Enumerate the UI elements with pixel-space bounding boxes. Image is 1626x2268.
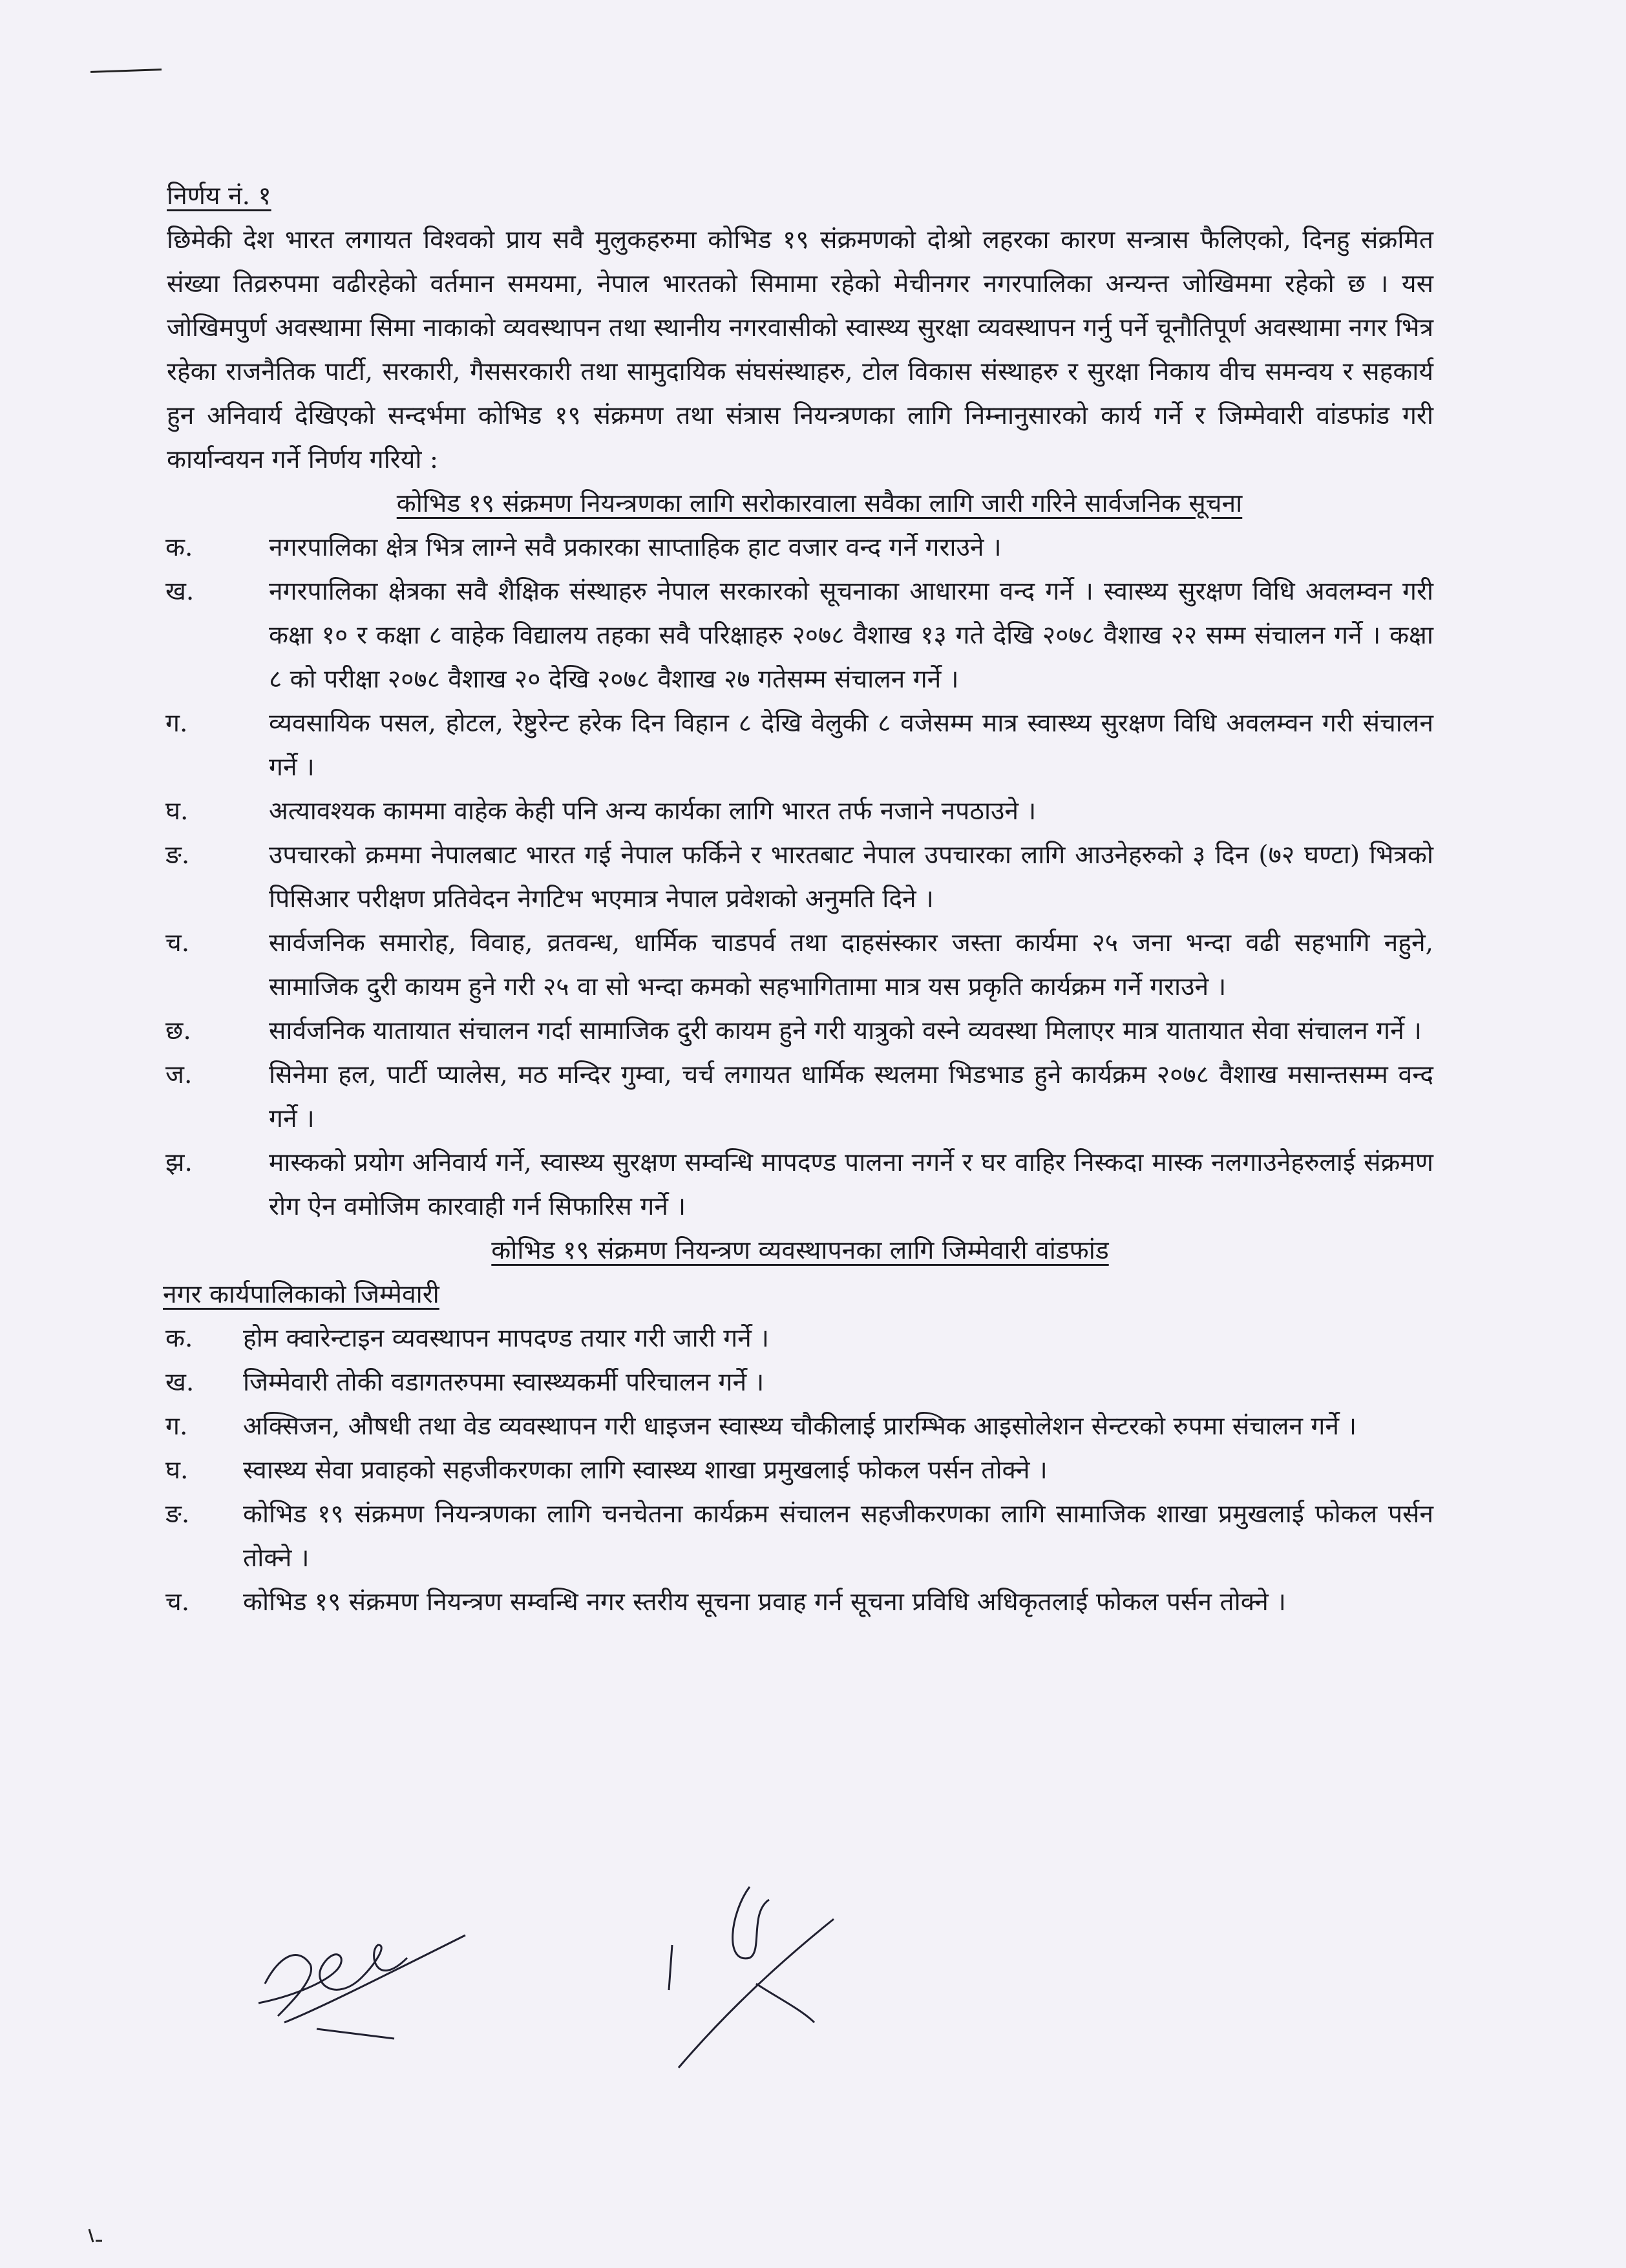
list-item-text: मास्कको प्रयोग अनिवार्य गर्ने, स्वास्थ्य सुरक्षण सम्वन्धि मापदण्ड पालना नगर्ने र घर वाहिर निस्कदा मास्क नलगाउनेहरुलाई संक्रमण रोग ऐन वमोजिम कारवाही गर्न सिफारिस गर्ने । (269, 1148, 1433, 1221)
list-item-text: होम क्वारेन्टाइन व्यवस्थापन मापदण्ड तयार गरी जारी गर्ने । (243, 1324, 770, 1353)
list-item-marker: ज. (165, 1060, 193, 1089)
decision-heading: निर्णय नं. १ (167, 182, 271, 211)
list-item-marker: क. (165, 1324, 193, 1353)
list-item (167, 1141, 1433, 1229)
list-item-marker: ङ. (165, 1500, 190, 1529)
list-item-text: नगरपालिका क्षेत्र भित्र लाग्ने सवै प्रकारका साप्ताहिक हाट वजार वन्द गर्ने गराउने । (269, 533, 1002, 562)
list-item (167, 1317, 1433, 1361)
list-item-text: जिम्मेवारी तोकी वडागतरुपमा स्वास्थ्यकर्मी परिचालन गर्ने । (243, 1368, 765, 1397)
document-body (163, 174, 1433, 1624)
list-item (167, 834, 1433, 921)
list-item (167, 702, 1433, 790)
list-item-text: सिनेमा हल, पार्टी प्यालेस, मठ मन्दिर गुम्वा, चर्च लगायत धार्मिक स्थलमा भिडभाड हुने कार्यक्रम २०७८ वैशाख मसान्तसम्म वन्द गर्ने । (269, 1060, 1433, 1133)
section2-title: कोभिड १९ संक्रमण नियन्त्रण व्यवस्थापनका लागि जिम्मेवारी वांडफांड (491, 1236, 1109, 1265)
list-item-text: सार्वजनिक यातायात संचालन गर्दा सामाजिक दुरी कायम हुने गरी यात्रुको वस्ने व्यवस्था मिलाएर मात्र यातायात सेवा संचालन गर्ने । (269, 1016, 1422, 1045)
list-item-marker: झ. (165, 1148, 193, 1177)
bottom-pen-mark (84, 2223, 110, 2249)
list-item-marker: च. (165, 1588, 190, 1617)
list-item-marker: ख. (165, 577, 195, 606)
list-item-marker: घ. (165, 797, 189, 826)
intro-paragraph: छिमेकी देश भारत लगायत विश्वको प्राय सवै मुलुकहरुमा कोभिड १९ संक्रमणको दोश्रो लहरका कारण सन्त्रास फैलिएको, दिनहु संक्रमित संख्या तिव्ररुपमा वढीरहेको वर्तमान समयमा, नेपाल भारतको सिमामा रहेको मेचीनगर नगरपालिका अन्यन्त जोखिममा रहेको छ । यस जोखिमपुर्ण अवस्थामा सिमा नाकाको व्यवस्थापन तथा स्थानीय नगरवासीको स्वास्थ्य सुरक्षा व्यवस्थापन गर्नु पर्ने चूनौतिपूर्ण अवस्थामा नगर भित्र रहेका राजनैतिक पार्टी, सरकारी, गैससरकारी तथा सामुदायिक संघसंस्थाहरु, टोल विकास संस्थाहरु र सुरक्षा निकाय वीच समन्वय र सहकार्य हुन अनिवार्य देखिएको सन्दर्भमा कोभिड १९ संक्रमण तथा संत्रास नियन्त्रणका लागि निम्नानुसारको कार्य गर्ने र जिम्मेवारी वांडफांड गरी कार्यान्वयन गर्ने निर्णय गरियो : (167, 226, 1433, 474)
list-item (167, 570, 1433, 702)
section1-list (167, 526, 1433, 1229)
section2-list (167, 1317, 1433, 1624)
list-item-text: कोभिड १९ संक्रमण नियन्त्रणका लागि चनचेतना कार्यक्रम संचालन सहजीकरणका लागि सामाजिक शाखा प्रमुखलाई फोकल पर्सन तोक्ने । (243, 1500, 1433, 1573)
list-item (167, 1053, 1433, 1141)
list-item (167, 1405, 1433, 1449)
list-item-text: अक्सिजन, औषधी तथा वेड व्यवस्थापन गरी धाइजन स्वास्थ्य चौकीलाई प्रारम्भिक आइसोलेशन सेन्टरको रुपमा संचालन गर्ने । (243, 1412, 1357, 1441)
subsection-title: नगर कार्यपालिकाको जिम्मेवारी (163, 1280, 439, 1309)
list-item (167, 790, 1433, 834)
list-item-text: कोभिड १९ संक्रमण नियन्त्रण सम्वन्धि नगर स्तरीय सूचना प्रवाह गर्न सूचना प्रविधि अधिकृतलाई फोकल पर्सन तोक्ने । (243, 1588, 1286, 1617)
list-item-marker: ख. (165, 1368, 195, 1397)
list-item-text: अत्यावश्यक काममा वाहेक केही पनि अन्य कार्यका लागि भारत तर्फ नजाने नपठाउने । (269, 797, 1037, 826)
list-item (167, 1009, 1433, 1053)
list-item (167, 921, 1433, 1009)
list-item-marker: ग. (165, 1412, 188, 1441)
list-item (167, 1580, 1433, 1624)
corner-pen-mark (90, 68, 162, 73)
list-item-text: स्वास्थ्य सेवा प्रवाहको सहजीकरणका लागि स्वास्थ्य शाखा प्रमुखलाई फोकल पर्सन तोक्ने । (243, 1456, 1048, 1485)
list-item-marker: ङ. (165, 841, 190, 870)
list-item (167, 526, 1433, 570)
signature-right (653, 1874, 860, 2081)
list-item (167, 1361, 1433, 1405)
list-item-text: उपचारको क्रममा नेपालबाट भारत गई नेपाल फर्किने र भारतबाट नेपाल उपचारका लागि आउनेहरुको ३ दिन (७२ घण्टा) भित्रको पिसिआर परीक्षण प्रतिवेदन नेगटिभ भएमात्र नेपाल प्रवेशको अनुमति दिने । (269, 841, 1433, 914)
list-item-marker: च. (165, 929, 190, 958)
list-item (167, 1449, 1433, 1493)
list-item-marker: घ. (165, 1456, 189, 1485)
list-item-marker: ग. (165, 709, 188, 738)
list-item-marker: छ. (165, 1016, 191, 1045)
section1-title: कोभिड १९ संक्रमण नियन्त्रणका लागि सरोकारवाला सवैका लागि जारी गरिने सार्वजनिक सूचना (396, 489, 1243, 518)
list-item (167, 1493, 1433, 1580)
list-item-marker: क. (165, 533, 193, 562)
list-item-text: व्यवसायिक पसल, होटल, रेष्टुरेन्ट हरेक दिन विहान ८ देखि वेलुकी ८ वजेसम्म मात्र स्वास्थ्य सुरक्षण विधि अवलम्वन गरी संचालन गर्ने । (269, 709, 1433, 782)
signature-left (239, 1906, 472, 2074)
list-item-text: सार्वजनिक समारोह, विवाह, व्रतवन्ध, धार्मिक चाडपर्व तथा दाहसंस्कार जस्ता कार्यमा २५ जना भन्दा वढी सहभागि नहुने, सामाजिक दुरी कायम हुने गरी २५ वा सो भन्दा कमको सहभागितामा मात्र यस प्रकृति कार्यक्रम गर्ने गराउने । (269, 929, 1433, 1002)
list-item-text: नगरपालिका क्षेत्रका सवै शैक्षिक संस्थाहरु नेपाल सरकारको सूचनाका आधारमा वन्द गर्ने । स्वास्थ्य सुरक्षण विधि अवलम्वन गरी कक्षा १० र कक्षा ८ वाहेक विद्यालय तहका सवै परिक्षाहरु २०७८ वैशाख १३ गते देखि २०७८ वैशाख २२ सम्म संचालन गर्ने । कक्षा ८ को परीक्षा २०७८ वैशाख २० देखि २०७८ वैशाख २७ गतेसम्म संचालन गर्ने । (269, 577, 1433, 694)
